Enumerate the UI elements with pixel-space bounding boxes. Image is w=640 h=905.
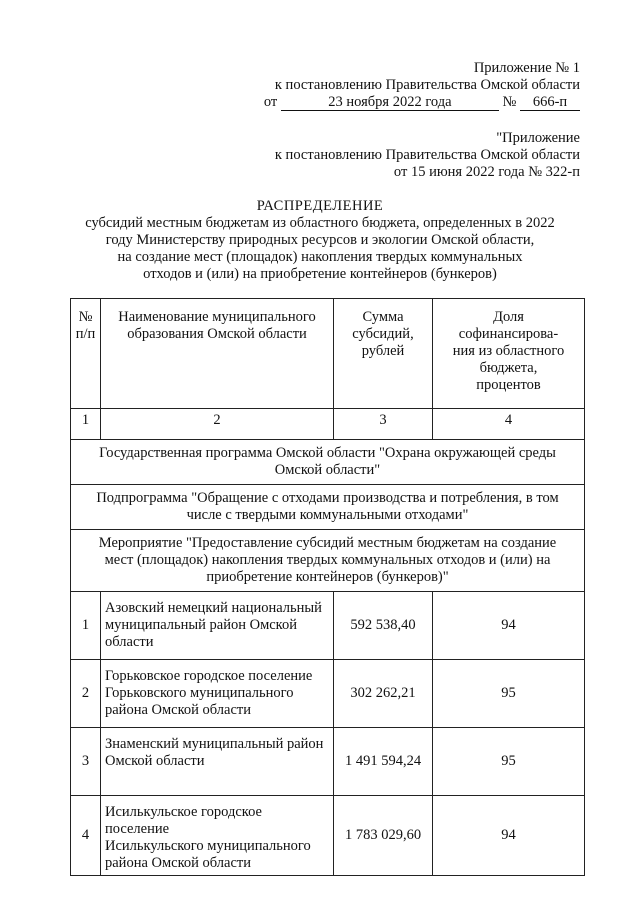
subprogram-row <box>71 485 585 530</box>
title-heading: РАСПРЕДЕЛЕНИЕ <box>256 198 384 214</box>
header-name: Наименование муниципального образования Омской области <box>101 299 334 409</box>
table-row <box>71 728 585 796</box>
table-header-row <box>71 299 585 409</box>
table-row <box>71 592 585 660</box>
program-cell: Государственная программа Омской области "Охрана окружающей среды Омской области" <box>71 440 585 485</box>
appendix-header <box>250 60 580 111</box>
document-title <box>60 198 580 283</box>
cofinancing-share: 95 <box>433 660 585 728</box>
cofinancing-share: 94 <box>433 592 585 660</box>
number-label: № <box>502 94 517 110</box>
measure-cell: Мероприятие "Предоставление субсидий местным бюджетам на создание мест (площадок) накопления твердых коммунальных отходов и (или) на приобретение контейнеров (бункеров)" <box>71 530 585 592</box>
prev-appendix-decree: к постановлению Правительства Омской области <box>274 147 580 163</box>
title-line: на создание мест (площадок) накопления твердых коммунальных <box>117 249 523 265</box>
subprogram-cell: Подпрограмма "Обращение с отходами производства и потребления, в том числе с твердыми коммунальными отходами" <box>71 485 585 530</box>
header-sum: Сумма субсидий, рублей <box>334 299 433 409</box>
municipality-name: Горьковское городское поселение Горьковского муниципального района Омской области <box>101 660 334 728</box>
decree-number: 666-п <box>520 95 580 111</box>
col-number: 1 <box>71 409 101 440</box>
header-num: № п/п <box>71 299 101 409</box>
title-line: году Министерству природных ресурсов и экологии Омской области, <box>105 232 535 248</box>
program-row <box>71 440 585 485</box>
municipality-name: Азовский немецкий национальный муниципальный район Омской области <box>101 592 334 660</box>
municipality-name: Знаменский муниципальный район Омской области <box>101 728 334 796</box>
row-number: 4 <box>71 796 101 876</box>
row-number: 1 <box>71 592 101 660</box>
subsidy-sum: 302 262,21 <box>334 660 433 728</box>
measure-row <box>71 530 585 592</box>
prev-appendix-date: от 15 июня 2022 года № 322-п <box>393 164 580 180</box>
appendix-decree-ref: к постановлению Правительства Омской области <box>274 77 580 93</box>
column-number-row <box>71 409 585 440</box>
col-number: 4 <box>433 409 585 440</box>
municipality-name: Исилькульское городское поселение Исилькульского муниципального района Омской области <box>101 796 334 876</box>
row-number: 2 <box>71 660 101 728</box>
distribution-table <box>70 298 585 876</box>
row-number: 3 <box>71 728 101 796</box>
title-line: субсидий местным бюджетам из областного бюджета, определенных в 2022 <box>85 215 555 231</box>
table-row <box>71 796 585 876</box>
subsidy-sum: 1 491 594,24 <box>334 728 433 796</box>
appendix-date-line <box>250 94 580 111</box>
col-number: 2 <box>101 409 334 440</box>
header-share: Доля софинансирова- ния из областного бюджета, процентов <box>433 299 585 409</box>
cofinancing-share: 95 <box>433 728 585 796</box>
appendix-title: Приложение № 1 <box>473 60 580 76</box>
decree-date: 23 ноября 2022 года <box>281 95 499 111</box>
cofinancing-share: 94 <box>433 796 585 876</box>
previous-appendix-ref <box>250 130 580 181</box>
prev-appendix-title: "Приложение <box>496 130 580 146</box>
col-number: 3 <box>334 409 433 440</box>
subsidy-sum: 592 538,40 <box>334 592 433 660</box>
title-line: отходов и (или) на приобретение контейнеров (бункеров) <box>143 266 497 282</box>
table-row <box>71 660 585 728</box>
subsidy-sum: 1 783 029,60 <box>334 796 433 876</box>
from-label: от <box>263 94 278 110</box>
